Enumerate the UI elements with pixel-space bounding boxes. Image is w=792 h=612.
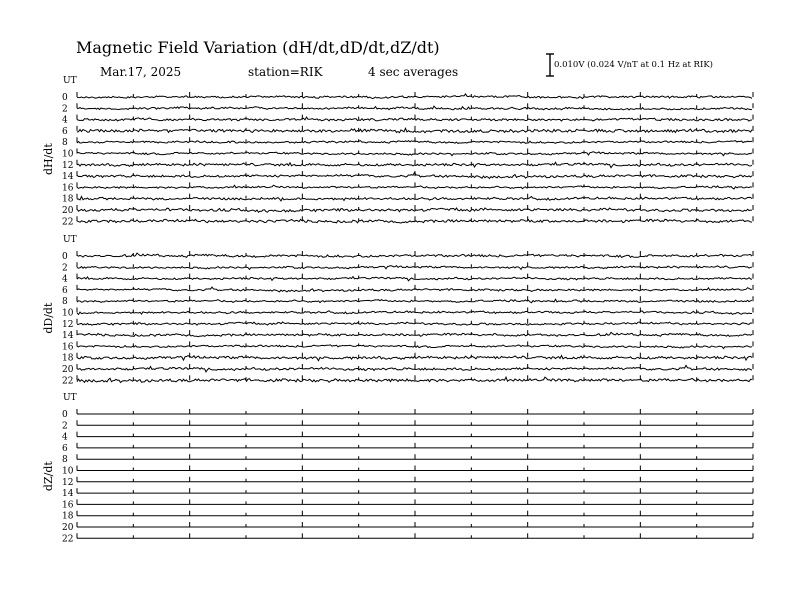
row-hour-label: 8 <box>62 297 68 308</box>
row-hour-label: 10 <box>62 466 74 477</box>
row-hour-label: 8 <box>62 455 68 466</box>
chart-title: Magnetic Field Variation (dH/dt,dD/dt,dZ/dt) <box>76 38 440 57</box>
row-hour-label: 18 <box>62 353 74 364</box>
scale-label: 0.010V (0.024 V/nT at 0.1 Hz at RIK) <box>554 60 713 70</box>
row-hour-label: 22 <box>62 217 74 228</box>
trace-line <box>77 345 752 349</box>
averaging-label: 4 sec averages <box>368 65 459 79</box>
row-hour-label: 4 <box>62 115 68 126</box>
scale-bar-icon <box>546 54 554 76</box>
y-axis-label: dH/dt <box>42 143 55 176</box>
row-hour-label: 4 <box>62 432 68 443</box>
row-hour-label: 14 <box>62 172 74 183</box>
time-axis-label: UT <box>63 235 77 245</box>
row-hour-label: 12 <box>62 160 74 171</box>
row-hour-label: 18 <box>62 194 74 205</box>
time-axis-label: UT <box>63 76 77 86</box>
row-hour-label: 10 <box>62 308 74 319</box>
row-hour-label: 14 <box>62 331 74 342</box>
date-label: Mar.17, 2025 <box>100 65 182 79</box>
row-hour-label: 12 <box>62 319 74 330</box>
row-hour-label: 12 <box>62 477 74 488</box>
row-hour-label: 10 <box>62 149 74 160</box>
row-hour-label: 18 <box>62 511 74 522</box>
y-axis-label: dD/dt <box>42 302 55 334</box>
time-axis-label: UT <box>63 393 77 403</box>
row-hour-label: 4 <box>62 274 68 285</box>
row-hour-label: 16 <box>62 500 74 511</box>
row-hour-label: 16 <box>62 342 74 353</box>
row-hour-label: 2 <box>62 421 68 432</box>
station-label: station=RIK <box>248 65 323 79</box>
row-hour-label: 2 <box>62 104 68 115</box>
row-hour-label: 0 <box>62 252 68 262</box>
row-hour-label: 8 <box>62 138 68 149</box>
row-hour-label: 0 <box>62 410 68 420</box>
row-hour-label: 6 <box>62 126 68 137</box>
row-hour-label: 14 <box>62 489 74 500</box>
trace-line <box>77 356 752 361</box>
row-hour-label: 22 <box>62 534 74 545</box>
row-hour-label: 6 <box>62 443 68 454</box>
row-hour-label: 16 <box>62 183 74 194</box>
y-axis-label: dZ/dt <box>42 461 55 492</box>
row-hour-label: 2 <box>62 263 68 274</box>
row-hour-label: 20 <box>62 206 74 216</box>
row-hour-label: 22 <box>62 376 74 387</box>
row-hour-label: 0 <box>62 93 68 103</box>
row-hour-label: 20 <box>62 365 74 375</box>
row-hour-label: 6 <box>62 285 68 296</box>
row-hour-label: 20 <box>62 523 74 533</box>
